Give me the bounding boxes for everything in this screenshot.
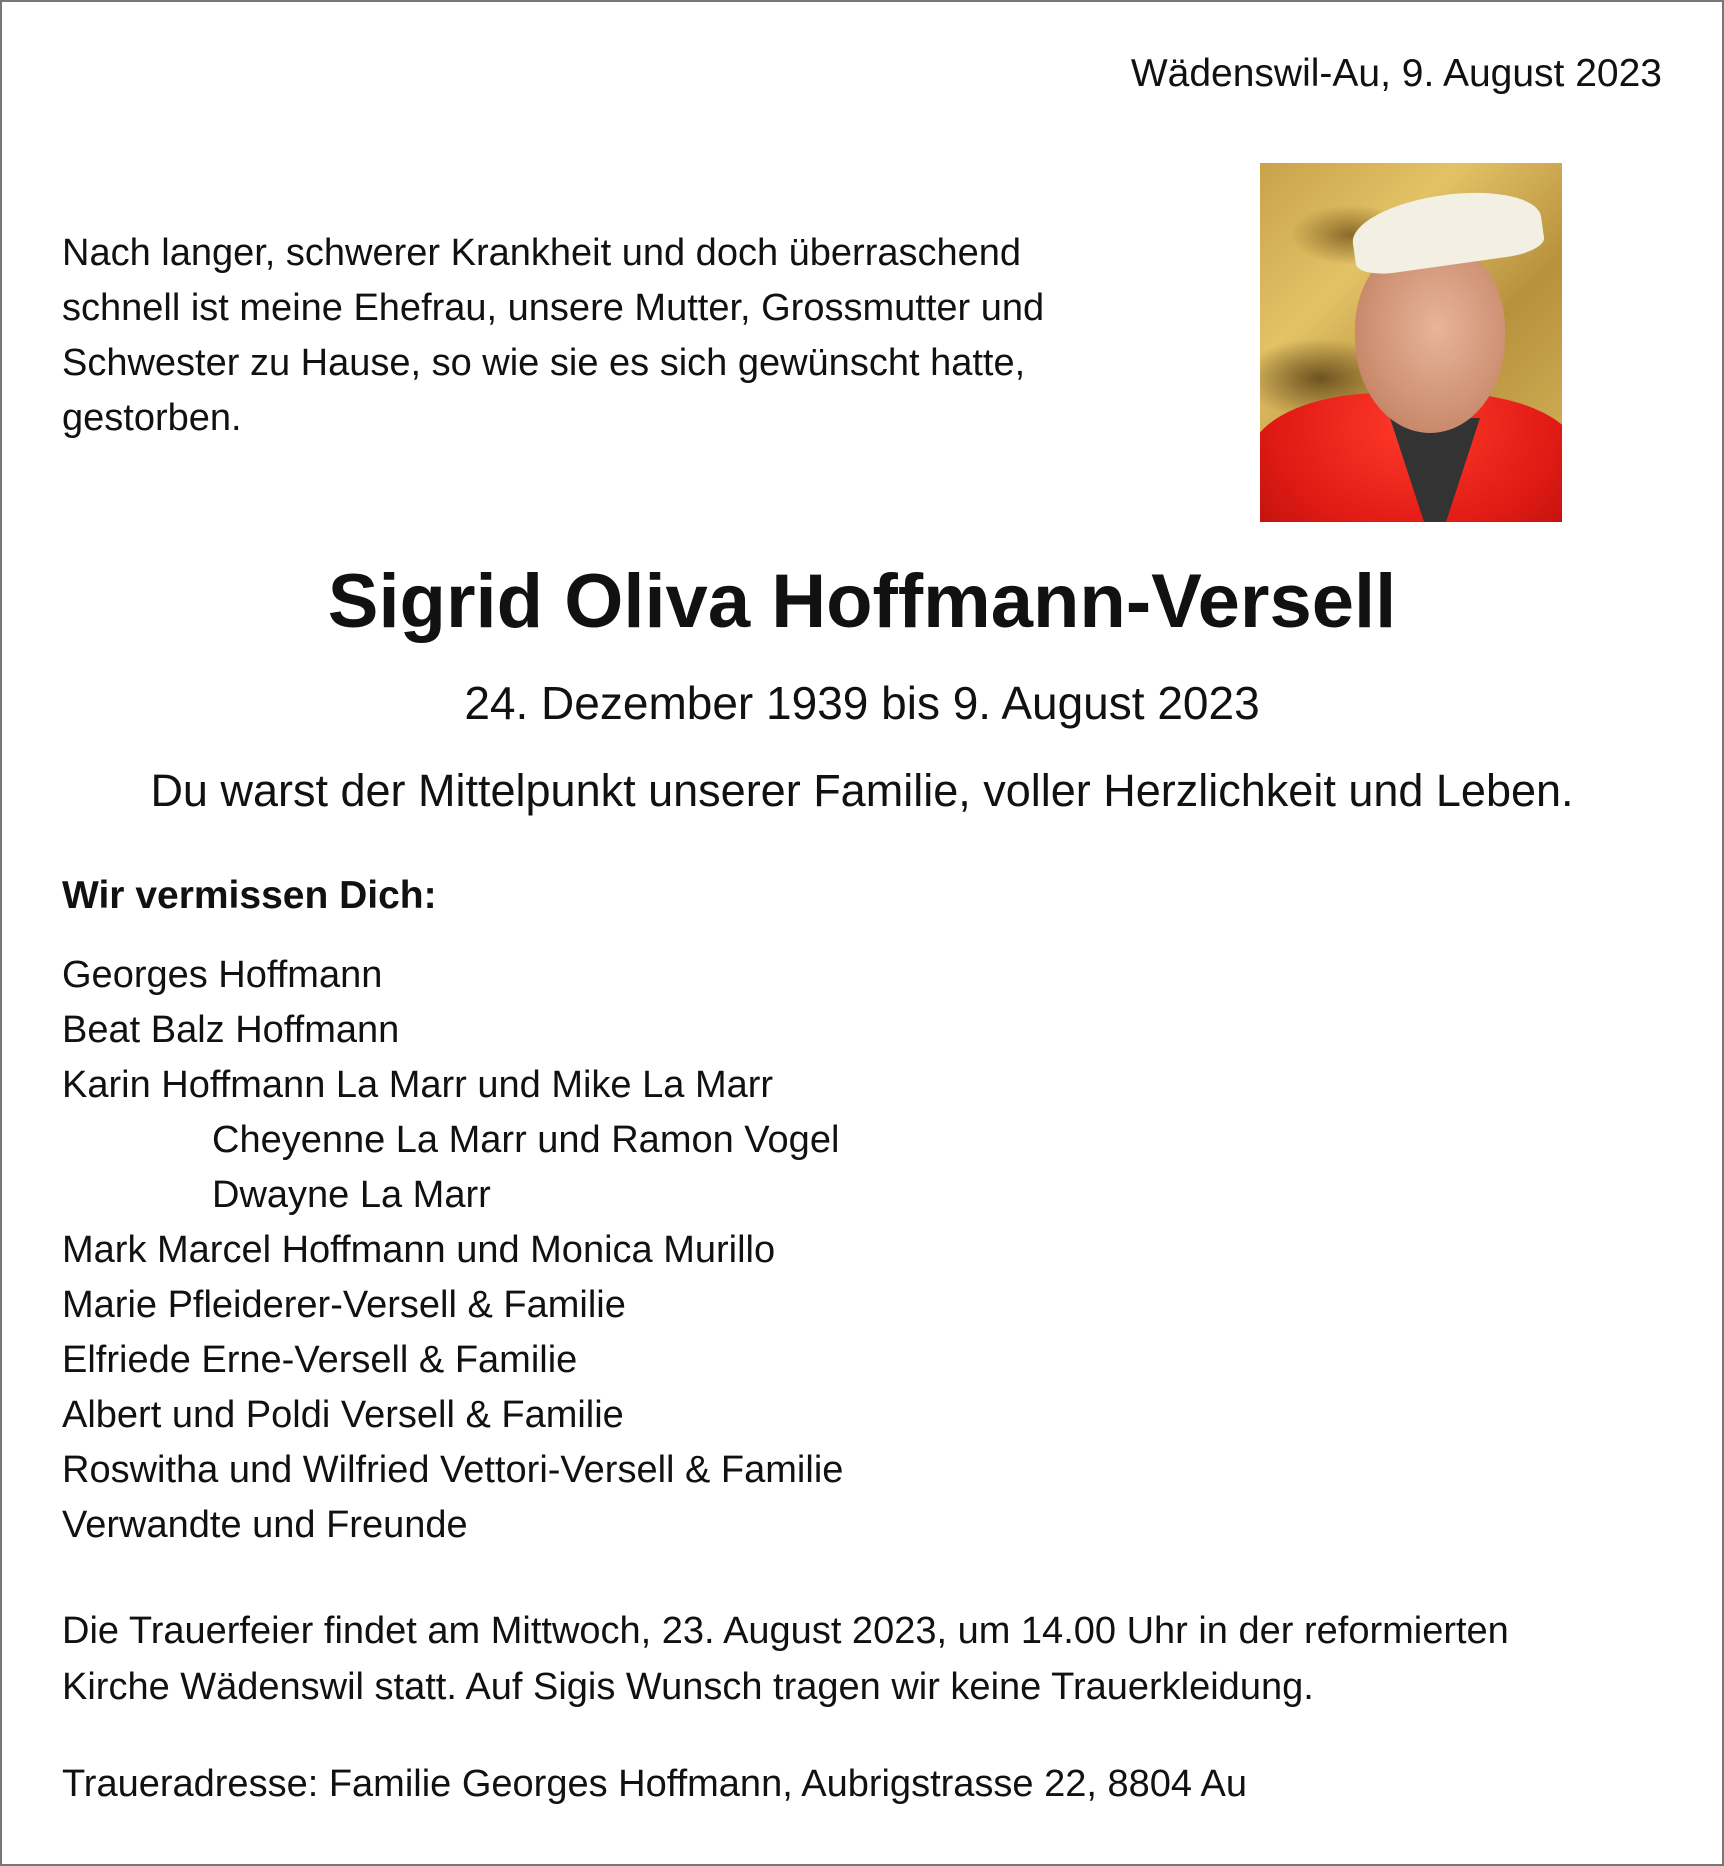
mourner: Marie Pfleiderer-Versell & Familie	[62, 1284, 626, 1326]
quote: Du warst der Mittelpunkt unserer Familie, voller Herzlichkeit und Leben.	[150, 765, 1574, 816]
mourners-list	[62, 948, 843, 1553]
mourner: Beat Balz Hoffmann	[62, 1009, 400, 1051]
mourner: Georges Hoffmann	[62, 954, 383, 996]
place-date: Wädenswil-Au, 9. August 2023	[1130, 52, 1662, 95]
mourner: Cheyenne La Marr und Ramon Vogel	[212, 1119, 840, 1161]
mourners-heading: Wir vermissen Dich:	[62, 874, 437, 917]
intro-text	[62, 226, 1044, 446]
mourner: Karin Hoffmann La Marr und Mike La Marr	[62, 1064, 774, 1106]
deceased-name: Sigrid Oliva Hoffmann-Versell	[327, 559, 1397, 644]
portrait-photo	[1260, 163, 1562, 522]
service-line: Kirche Wädenswil statt. Auf Sigis Wunsch tragen wir keine Trauerkleidung.	[62, 1666, 1314, 1708]
life-dates: 24. Dezember 1939 bis 9. August 2023	[464, 677, 1260, 729]
service-info	[62, 1603, 1509, 1715]
mourner: Roswitha und Wilfried Vettori-Versell & Familie	[62, 1449, 844, 1491]
intro-line: gestorben.	[62, 397, 242, 439]
mourner: Albert und Poldi Versell & Familie	[62, 1394, 624, 1436]
intro-line: Nach langer, schwerer Krankheit und doch überraschend	[62, 232, 1022, 274]
mourner: Dwayne La Marr	[212, 1174, 491, 1216]
mourner: Mark Marcel Hoffmann und Monica Murillo	[62, 1229, 776, 1271]
mourning-address: Traueradresse: Familie Georges Hoffmann, Aubrigstrasse 22, 8804 Au	[62, 1763, 1247, 1805]
mourner: Verwandte und Freunde	[62, 1504, 468, 1546]
mourner: Elfriede Erne-Versell & Familie	[62, 1339, 578, 1381]
intro-line: Schwester zu Hause, so wie sie es sich gewünscht hatte,	[62, 342, 1026, 384]
service-line: Die Trauerfeier findet am Mittwoch, 23. August 2023, um 14.00 Uhr in der reformierten	[62, 1610, 1509, 1652]
intro-line: schnell ist meine Ehefrau, unsere Mutter, Grossmutter und	[62, 287, 1045, 329]
